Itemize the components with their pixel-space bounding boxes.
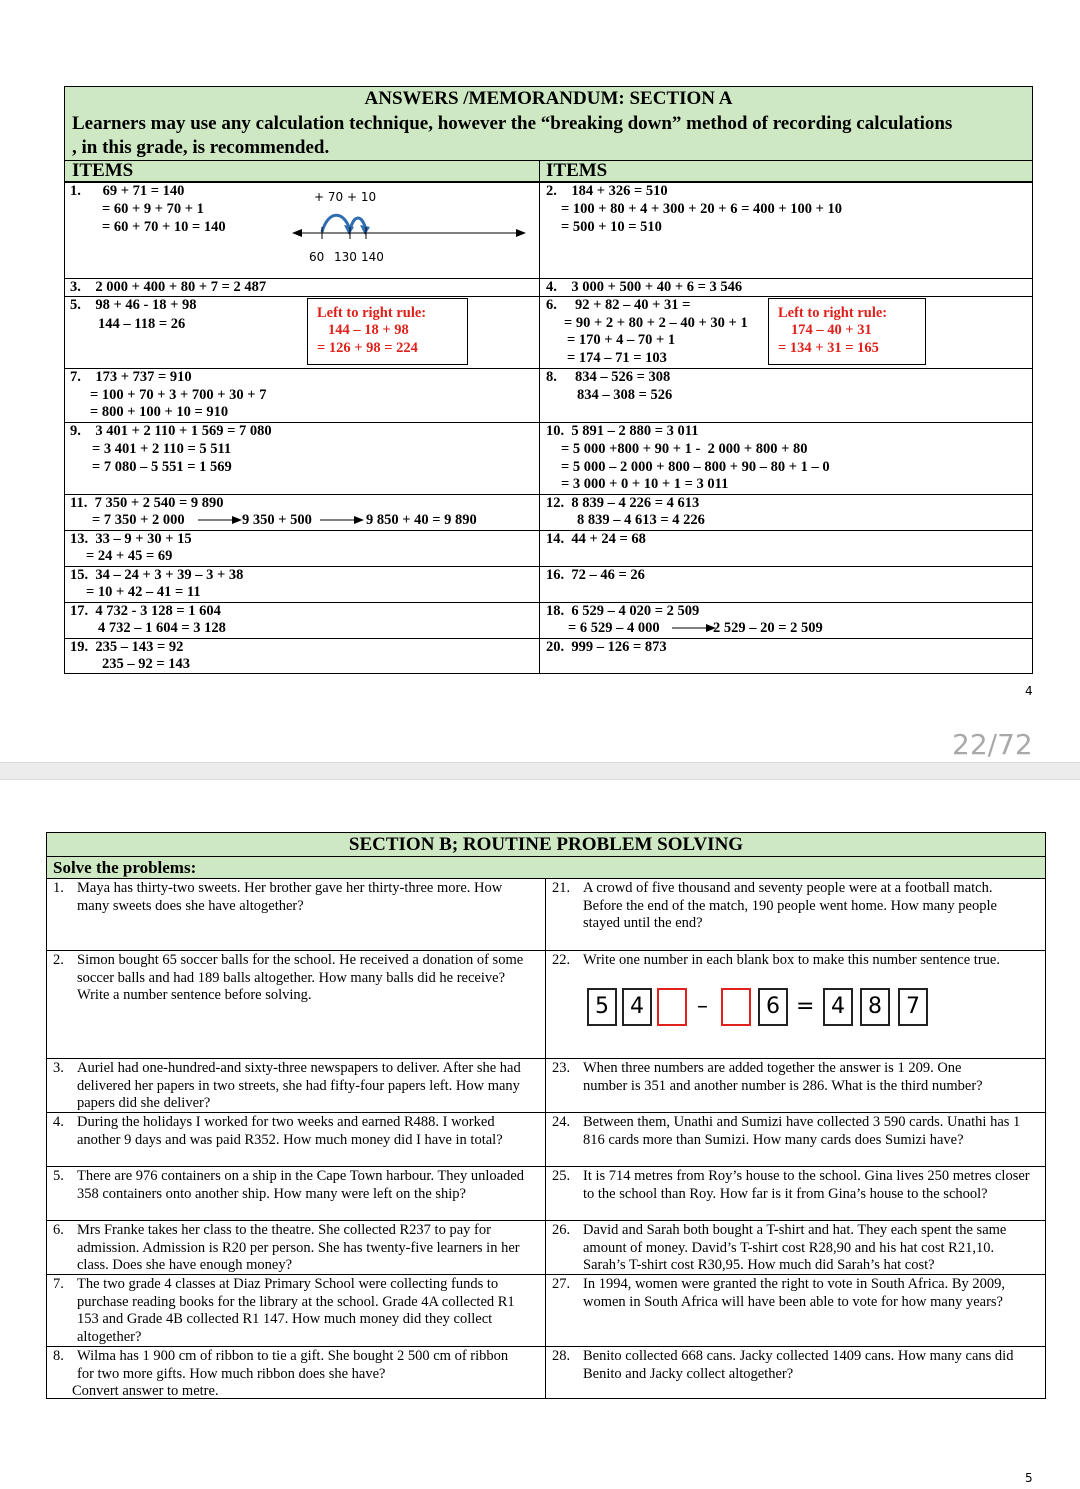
item-12-line-2: 8 839 – 4 613 = 4 226 [577, 512, 705, 528]
item-10-line-3: = 5 000 – 2 000 + 800 – 800 + 90 – 80 + 1 – 0 [561, 459, 830, 475]
item-18-line-1: 18. 6 529 – 4 020 = 2 509 [546, 603, 700, 619]
item-9-line-1: 9. 3 401 + 2 110 + 1 569 = 7 080 [70, 423, 272, 439]
item-19-line-1: 19. 235 – 143 = 92 [70, 639, 184, 655]
item-2-line-1: 2. 184 + 326 = 510 [546, 183, 668, 199]
memo-note-line2: , in this grade, is recommended. [72, 137, 330, 158]
item-11-line-2c: 9 850 + 40 = 9 890 [366, 512, 477, 528]
item-4: 4. 3 000 + 500 + 40 + 6 = 3 546 [546, 279, 743, 295]
item-1-line-3: = 60 + 70 + 10 = 140 [102, 219, 226, 235]
item-19-line-2: 235 – 92 = 143 [102, 656, 191, 672]
number-line-tick-60: 60 [309, 250, 325, 264]
item-17-line-1: 17. 4 732 - 3 128 = 1 604 [70, 603, 221, 619]
rule-left-title: Left to right rule: [317, 305, 427, 321]
item-7-line-1: 7. 173 + 737 = 910 [70, 369, 192, 385]
item-2-line-2: = 100 + 80 + 4 + 300 + 20 + 6 = 400 + 100 + 10 [561, 201, 842, 217]
item-11-line-2b: 9 350 + 500 [242, 512, 312, 528]
page-counter: 22/72 [952, 728, 1033, 761]
puzzle-minus: – [697, 994, 708, 1019]
page-number-5: 5 [1025, 1471, 1033, 1485]
puzzle-result-4: 4 [823, 988, 853, 1026]
page-number-4: 4 [1025, 684, 1033, 698]
items-label-left: ITEMS [72, 160, 134, 181]
memo-note-line1: Learners may use any calculation technique, however the “breaking down” method of recording calculations [72, 113, 953, 134]
item-5-line-2: 144 – 118 = 26 [98, 316, 186, 332]
item-5-line-1: 5. 98 + 46 - 18 + 98 [70, 297, 197, 313]
section-b-title: SECTION B; ROUTINE PROBLEM SOLVING [348, 834, 744, 855]
number-line-jump-label: + 70 + 10 [314, 190, 377, 204]
rule-left-line-2: = 126 + 98 = 224 [317, 340, 418, 356]
page-separator [0, 762, 1080, 780]
number-line-tick-130: 130 [334, 250, 357, 264]
item-3: 3. 2 000 + 400 + 80 + 7 = 2 487 [70, 279, 267, 295]
puzzle-equals: = [796, 994, 815, 1019]
arrow-icon [198, 514, 242, 526]
item-10-line-4: = 3 000 + 0 + 10 + 1 = 3 011 [561, 476, 729, 492]
item-7-line-2: = 100 + 70 + 3 + 700 + 30 + 7 [90, 387, 267, 403]
item-1-line-1: 1. 69 + 71 = 140 [70, 183, 185, 199]
item-12-line-1: 12. 8 839 – 4 226 = 4 613 [546, 495, 700, 511]
rule-right-title: Left to right rule: [778, 305, 888, 321]
arrow-icon [672, 622, 716, 634]
puzzle-digit-6: 6 [758, 988, 788, 1026]
item-10-line-2: = 5 000 +800 + 90 + 1 - 2 000 + 800 + 80 [561, 441, 808, 457]
rule-left-line-1: 144 – 18 + 98 [328, 322, 409, 338]
puzzle-digit-5: 5 [587, 988, 617, 1026]
number-line-tick-140: 140 [361, 250, 384, 264]
puzzle-blank-box-2[interactable] [721, 988, 751, 1026]
item-15-line-2: = 10 + 42 – 41 = 11 [86, 584, 201, 600]
item-20: 20. 999 – 126 = 873 [546, 639, 667, 655]
item-1-line-2: = 60 + 9 + 70 + 1 [102, 201, 204, 217]
item-16: 16. 72 – 46 = 26 [546, 567, 645, 583]
item-8-line-1: 8. 834 – 526 = 308 [546, 369, 671, 385]
item-17-line-2: 4 732 – 1 604 = 3 128 [98, 620, 226, 636]
item-14: 14. 44 + 24 = 68 [546, 531, 646, 547]
item-13-line-2: = 24 + 45 = 69 [86, 548, 173, 564]
puzzle-blank-box-1[interactable] [657, 988, 687, 1026]
item-9-line-3: = 7 080 – 5 551 = 1 569 [92, 459, 232, 475]
item-8-line-2: 834 – 308 = 526 [577, 387, 673, 403]
item-13-line-1: 13. 33 – 9 + 30 + 15 [70, 531, 192, 547]
item-6-line-3: = 170 + 4 – 70 + 1 [567, 332, 676, 348]
item-6-line-2: = 90 + 2 + 80 + 2 – 40 + 30 + 1 [564, 315, 748, 331]
number-line [288, 200, 530, 246]
problem-8-convert: Convert answer to metre. [72, 1383, 219, 1399]
rule-right-line-1: 174 – 40 + 31 [791, 322, 872, 338]
item-11-line-1: 11. 7 350 + 2 540 = 9 890 [70, 495, 224, 511]
item-2-line-3: = 500 + 10 = 510 [561, 219, 662, 235]
item-18-line-2b: 2 529 – 20 = 2 509 [713, 620, 823, 636]
rule-right-line-2: = 134 + 31 = 165 [778, 340, 879, 356]
item-18-line-2a: = 6 529 – 4 000 [568, 620, 660, 636]
item-9-line-2: = 3 401 + 2 110 = 5 511 [92, 441, 232, 457]
item-11-line-2a: = 7 350 + 2 000 [92, 512, 185, 528]
memo-title: ANSWERS /MEMORANDUM: SECTION A [364, 88, 733, 109]
items-label-right: ITEMS [546, 160, 608, 181]
puzzle-result-8: 8 [860, 988, 890, 1026]
section-b-instruction: Solve the problems: [53, 858, 197, 877]
item-6-line-1: 6. 92 + 82 – 40 + 31 = [546, 297, 691, 313]
puzzle-digit-4: 4 [622, 988, 652, 1026]
puzzle-result-7: 7 [898, 988, 928, 1026]
item-6-line-4: = 174 – 71 = 103 [567, 350, 667, 366]
item-15-line-1: 15. 34 – 24 + 3 + 39 – 3 + 38 [70, 567, 244, 583]
arrow-icon [320, 514, 364, 526]
item-10-line-1: 10. 5 891 – 2 880 = 3 011 [546, 423, 699, 439]
item-7-line-3: = 800 + 100 + 10 = 910 [90, 404, 229, 420]
